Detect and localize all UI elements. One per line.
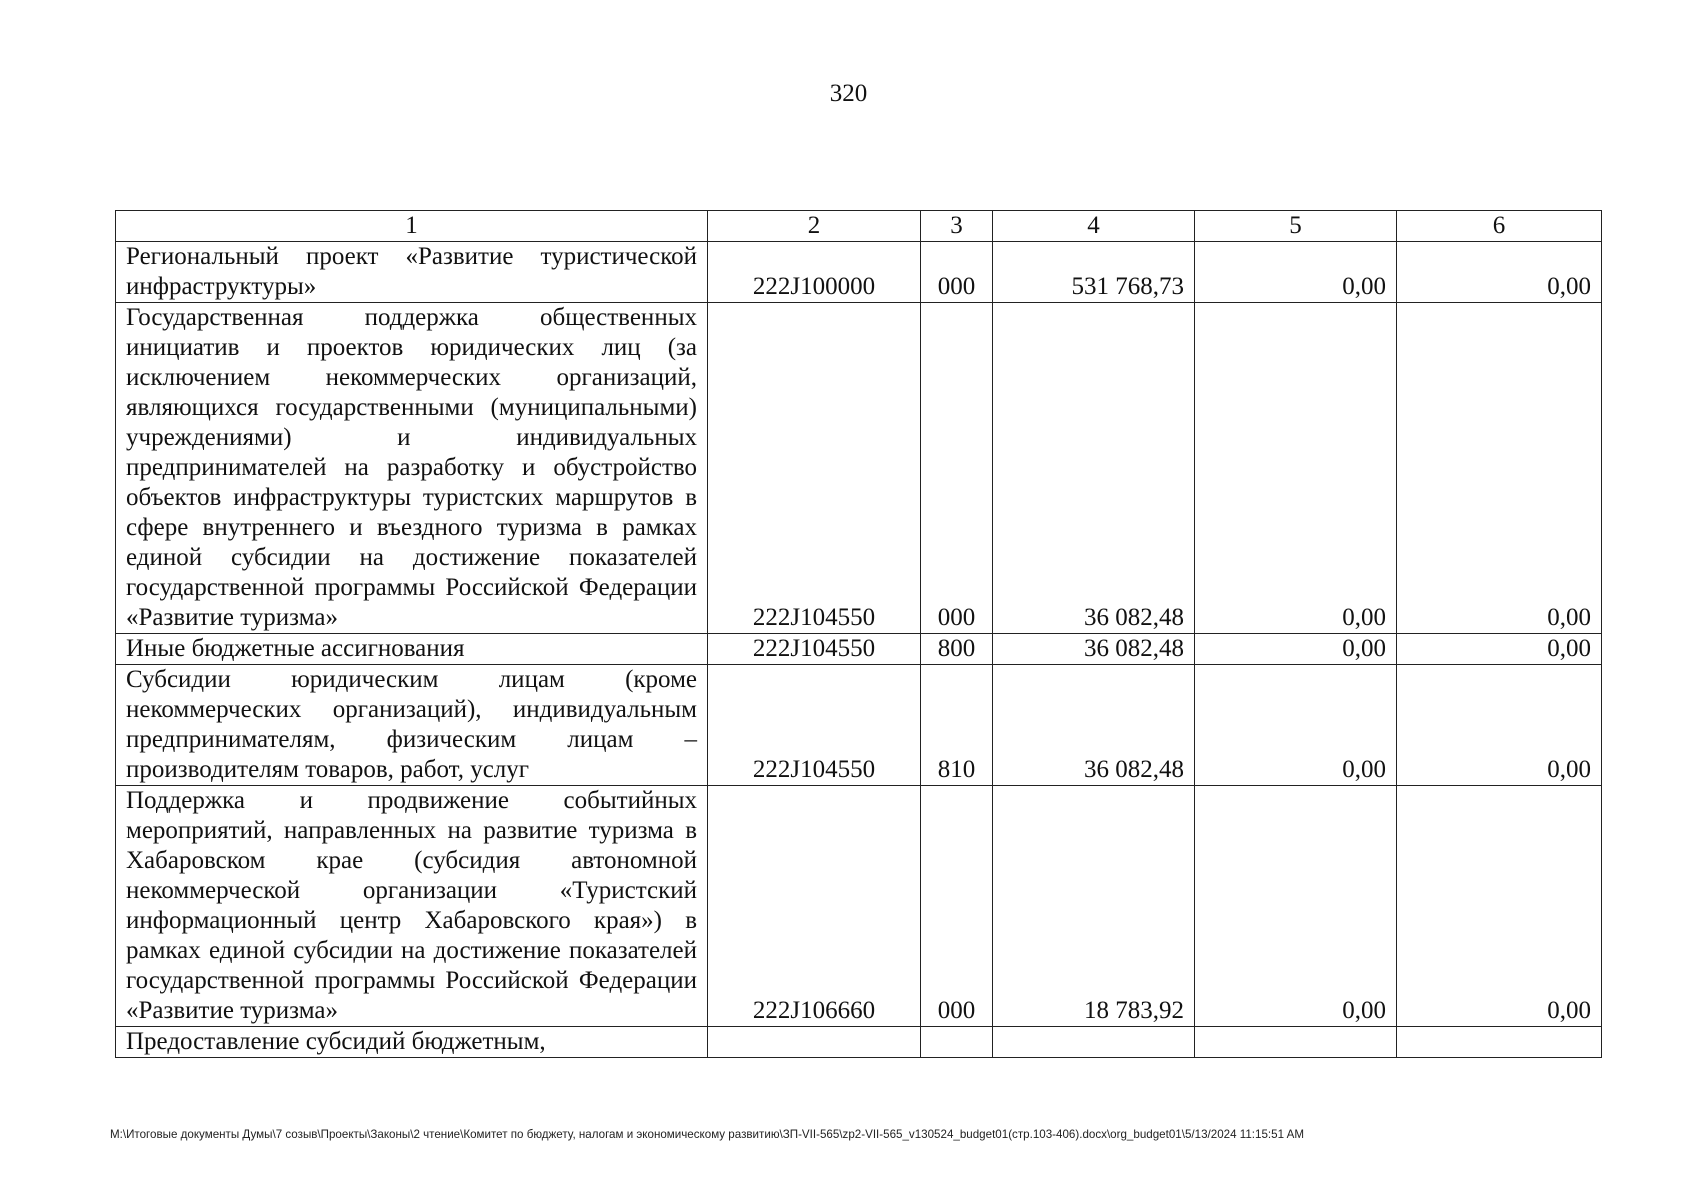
row-sum-col6: 0,00 [1397,634,1602,665]
row-sum-col6: 0,00 [1397,665,1602,786]
page-number: 320 [829,80,868,107]
table-header-row [116,211,1602,242]
table-row [116,1027,1602,1058]
table-row [116,303,1602,634]
row-code: 222J104550 [708,634,921,665]
row-expense-type [921,1027,993,1058]
row-description: Предоставление субсидий бюджетным, [116,1027,708,1058]
column-header: 1 [116,211,708,242]
row-description: Региональный проект «Развитие туристической инфраструктуры» [116,242,708,303]
row-expense-type: 800 [921,634,993,665]
row-sum-col4: 36 082,48 [993,665,1195,786]
row-description: Поддержка и продвижение событийных мероприятий, направленных на развитие туризма в Хабаровском крае (субсидия автономной некоммерческой организации «Туристский информационный центр Хабаровского края») в рамках единой субсидии на достижение показателей государственной программы Российской Федерации «Развитие туризма» [116,786,708,1027]
row-expense-type: 000 [921,303,993,634]
row-expense-type: 000 [921,786,993,1027]
budget-table [115,210,1602,1058]
row-sum-col4: 531 768,73 [993,242,1195,303]
column-header: 5 [1195,211,1397,242]
row-sum-col4: 36 082,48 [993,634,1195,665]
row-sum-col6: 0,00 [1397,786,1602,1027]
column-header: 4 [993,211,1195,242]
row-sum-col5: 0,00 [1195,665,1397,786]
table-row [116,242,1602,303]
row-sum-col4: 36 082,48 [993,303,1195,634]
table-row [116,786,1602,1027]
row-sum-col5: 0,00 [1195,303,1397,634]
row-expense-type: 810 [921,665,993,786]
row-sum-col6: 0,00 [1397,303,1602,634]
row-description: Иные бюджетные ассигнования [116,634,708,665]
row-expense-type: 000 [921,242,993,303]
row-code: 222J104550 [708,665,921,786]
row-sum-col4 [993,1027,1195,1058]
row-sum-col5: 0,00 [1195,634,1397,665]
column-header: 6 [1397,211,1602,242]
row-sum-col4: 18 783,92 [993,786,1195,1027]
row-code: 222J100000 [708,242,921,303]
row-code [708,1027,921,1058]
row-sum-col5 [1195,1027,1397,1058]
footer-file-path: M:\Итоговые документы Думы\7 созыв\Проекты\Законы\2 чтение\Комитет по бюджету, налогам и экономическому развитию\ЗП-VII-565\zp2-VII-565_v130524_budget01(стр.103-406).docx\org_budget01\5/13/2024 11:15:51 AM [110,1128,1304,1141]
row-sum-col6: 0,00 [1397,242,1602,303]
row-code: 222J104550 [708,303,921,634]
row-description: Субсидии юридическим лицам (кроме некоммерческих организаций), индивидуальным предпринимателям, физическим лицам – производителям товаров, работ, услуг [116,665,708,786]
column-header: 3 [921,211,993,242]
row-description: Государственная поддержка общественных инициатив и проектов юридических лиц (за исключением некоммерческих организаций, являющихся государственными (муниципальными) учреждениями) и индивидуальных предпринимателей на разработку и обустройство объектов инфраструктуры туристских маршрутов в сфере внутреннего и въездного туризма в рамках единой субсидии на достижение показателей государственной программы Российской Федерации «Развитие туризма» [116,303,708,634]
row-sum-col5: 0,00 [1195,242,1397,303]
row-code: 222J106660 [708,786,921,1027]
table-row [116,665,1602,786]
row-sum-col6 [1397,1027,1602,1058]
row-sum-col5: 0,00 [1195,786,1397,1027]
column-header: 2 [708,211,921,242]
table-row [116,634,1602,665]
